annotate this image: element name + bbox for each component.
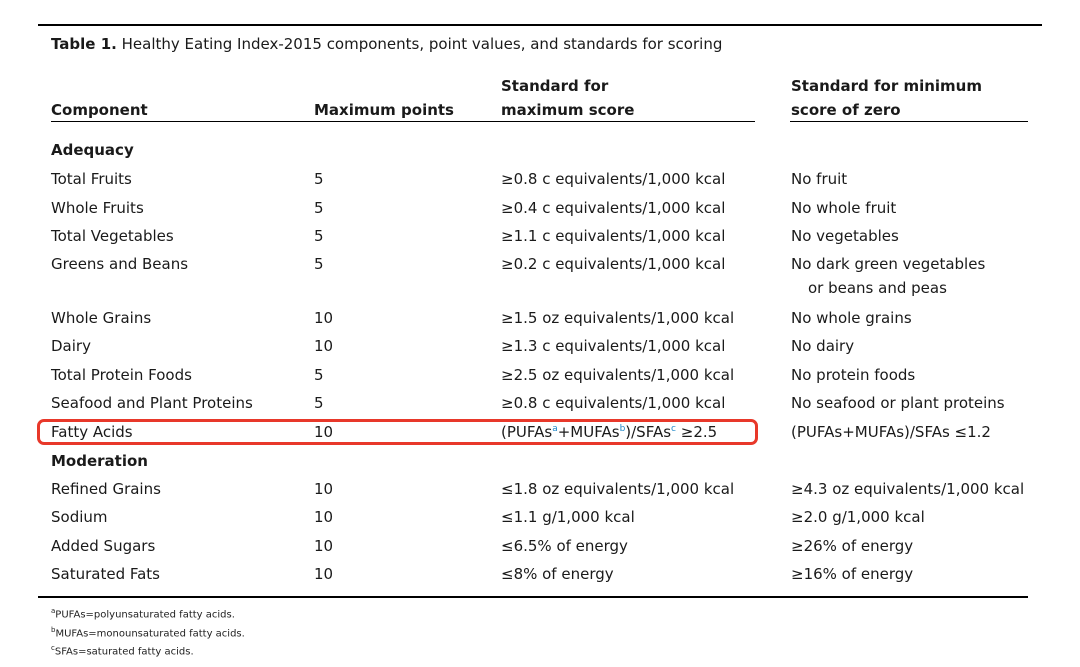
- footnote-mark: a: [51, 607, 56, 615]
- points-cell: 5: [314, 227, 324, 245]
- table-top-rule: [38, 24, 1042, 26]
- section-title-adequacy: Adequacy: [51, 141, 134, 159]
- header-rule: [790, 121, 1028, 122]
- table-row: [0, 304, 1080, 332]
- points-cell: 10: [314, 337, 334, 355]
- component-cell: Seafood and Plant Proteins: [51, 394, 253, 412]
- header-max-points: Maximum points: [314, 101, 454, 119]
- points-cell: 10: [314, 423, 334, 441]
- footnote-mark: b: [51, 626, 56, 634]
- min-standard-cell: (PUFAs+MUFAs)/SFAs ≤1.2: [791, 423, 991, 441]
- footnote-link-b[interactable]: b: [619, 424, 626, 434]
- table-row: [0, 503, 1080, 531]
- caption-label: Table 1.: [51, 35, 117, 53]
- formula-part: )/SFAs: [625, 423, 672, 441]
- component-cell: Whole Grains: [51, 309, 152, 327]
- min-standard-cell: No whole grains: [791, 309, 912, 327]
- footnote-link-c[interactable]: c: [671, 424, 676, 434]
- points-cell: 5: [314, 199, 324, 217]
- component-cell: Greens and Beans: [51, 255, 189, 273]
- footnote-mark: c: [51, 644, 55, 652]
- footnote-link-a[interactable]: a: [552, 424, 558, 434]
- table-row: [0, 165, 1080, 193]
- min-standard-line2: or beans and peas: [808, 279, 947, 297]
- footnote-text: PUFAs=polyunsaturated fatty acids.: [55, 609, 235, 621]
- max-standard-cell: ≥0.4 c equivalents/1,000 kcal: [501, 199, 726, 217]
- component-cell: Fatty Acids: [51, 423, 133, 441]
- points-cell: 10: [314, 537, 334, 555]
- points-cell: 5: [314, 394, 324, 412]
- max-standard-cell: ≤1.1 g/1,000 kcal: [501, 508, 635, 526]
- min-standard-cell: [791, 252, 985, 300]
- max-standard-cell: ≥0.8 c equivalents/1,000 kcal: [501, 170, 726, 188]
- points-cell: 10: [314, 565, 334, 583]
- header-min-standard-line2: score of zero: [791, 101, 901, 119]
- component-cell: Total Fruits: [51, 170, 132, 188]
- table-row: [0, 475, 1080, 503]
- max-standard-cell: ≥1.3 c equivalents/1,000 kcal: [501, 337, 726, 355]
- header-rule: [51, 121, 755, 122]
- points-cell: 10: [314, 480, 334, 498]
- points-cell: 5: [314, 170, 324, 188]
- section-row-moderation: [0, 447, 1080, 475]
- min-standard-cell: No seafood or plant proteins: [791, 394, 1005, 412]
- table-row: [0, 389, 1080, 417]
- max-standard-cell: ≥0.8 c equivalents/1,000 kcal: [501, 394, 726, 412]
- component-cell: Whole Fruits: [51, 199, 144, 217]
- footnote-text: MUFAs=monounsaturated fatty acids.: [55, 628, 245, 640]
- min-standard-cell: ≥2.0 g/1,000 kcal: [791, 508, 925, 526]
- header-max-standard-line1: Standard for: [501, 77, 609, 95]
- table-row: [0, 532, 1080, 560]
- table-bottom-rule: [38, 596, 1028, 598]
- component-cell: Total Vegetables: [51, 227, 174, 245]
- table-row: [0, 332, 1080, 360]
- table-row: [0, 361, 1080, 389]
- component-cell: Sodium: [51, 508, 108, 526]
- max-standard-cell: ≤1.8 oz equivalents/1,000 kcal: [501, 480, 735, 498]
- min-standard-line1: No dark green vegetables: [791, 255, 986, 273]
- component-cell: Dairy: [51, 337, 91, 355]
- min-standard-cell: No whole fruit: [791, 199, 897, 217]
- header-max-standard-line2: maximum score: [501, 101, 635, 119]
- component-cell: Saturated Fats: [51, 565, 160, 583]
- max-standard-cell: ≥1.5 oz equivalents/1,000 kcal: [501, 309, 735, 327]
- min-standard-cell: No dairy: [791, 337, 855, 355]
- table-caption: [51, 35, 722, 53]
- footnote-a: [51, 605, 235, 621]
- min-standard-cell: No fruit: [791, 170, 848, 188]
- component-cell: Total Protein Foods: [51, 366, 192, 384]
- min-standard-cell: ≥26% of energy: [791, 537, 914, 555]
- footnote-c: [51, 642, 194, 658]
- footnote-b: [51, 624, 245, 640]
- points-cell: 5: [314, 366, 324, 384]
- footnote-text: SFAs=saturated fatty acids.: [54, 646, 194, 658]
- points-cell: 10: [314, 309, 334, 327]
- min-standard-cell: ≥4.3 oz equivalents/1,000 kcal: [791, 480, 1025, 498]
- table-row: [0, 194, 1080, 222]
- min-standard-cell: ≥16% of energy: [791, 565, 914, 583]
- highlight-box: [37, 419, 758, 445]
- header-component: Component: [51, 101, 148, 119]
- max-standard-cell: ≤6.5% of energy: [501, 537, 628, 555]
- max-standard-cell: ≥0.2 c equivalents/1,000 kcal: [501, 255, 726, 273]
- section-row-adequacy: [0, 136, 1080, 164]
- table-row: [0, 222, 1080, 250]
- min-standard-cell: No protein foods: [791, 366, 916, 384]
- header-min-standard: [791, 74, 982, 122]
- header-max-standard: [501, 74, 634, 122]
- component-cell: Added Sugars: [51, 537, 156, 555]
- formula-part: (PUFAs: [501, 423, 553, 441]
- min-standard-cell: No vegetables: [791, 227, 899, 245]
- table-row: [0, 560, 1080, 588]
- max-standard-cell: ≥2.5 oz equivalents/1,000 kcal: [501, 366, 735, 384]
- points-cell: 10: [314, 508, 334, 526]
- section-title-moderation: Moderation: [51, 452, 148, 470]
- component-cell: Refined Grains: [51, 480, 161, 498]
- formula-part: +MUFAs: [557, 423, 620, 441]
- max-standard-cell: ≥1.1 c equivalents/1,000 kcal: [501, 227, 726, 245]
- header-min-standard-line1: Standard for minimum: [791, 77, 982, 95]
- formula-part: ≥2.5: [676, 423, 718, 441]
- max-standard-cell: ≤8% of energy: [501, 565, 614, 583]
- points-cell: 5: [314, 255, 324, 273]
- table-row: [0, 250, 1080, 304]
- caption-text: Healthy Eating Index-2015 components, point values, and standards for scoring: [121, 35, 723, 53]
